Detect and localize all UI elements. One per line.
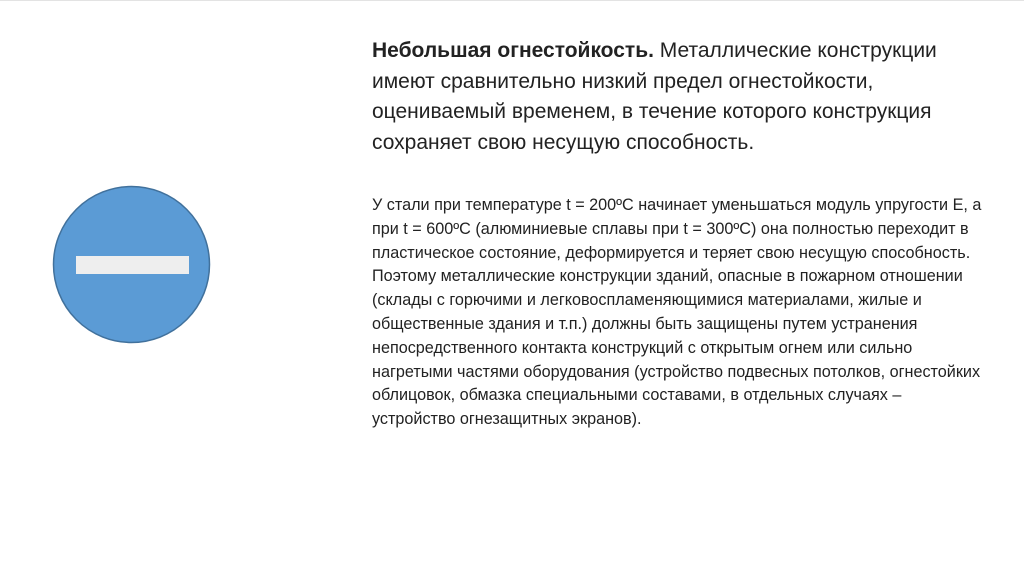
heading-paragraph [372,36,972,158]
heading-description: Металлические конструкции имеют сравнительно низкий предел огнестойкости, оцениваемый временем, в течение которого конструкция сохраняет свою несущую способность. [372,39,937,154]
minus-bar [76,256,189,274]
body-paragraph: У стали при температуре t = 200ºС начинает уменьшаться модуль упругости Е, а при t = 600ºС (алюминиевые сплавы при t = 300ºС) она полностью переходит в пластическое состояние, деформируется и теряет свою несущую способность. Поэтому металлические конструкции зданий, опасные в пожарном отношении (склады с горючими и легковоспламеняющимися материалами, жилые и общественные здания и т.п.) должны быть защищены путем устранения непосредственного контакта конструкций с открытым огнем или сильно нагретыми частями оборудования (устройство подвесных потолков, огнестойких облицовок, обмазка специальными составами, в отдельных случаях – устройство огнезащитных экранов). [372,196,982,429]
heading-bold-term: Небольшая огнестойкость. [372,39,654,62]
minus-circle-icon [52,184,211,345]
text-content [372,36,992,432]
